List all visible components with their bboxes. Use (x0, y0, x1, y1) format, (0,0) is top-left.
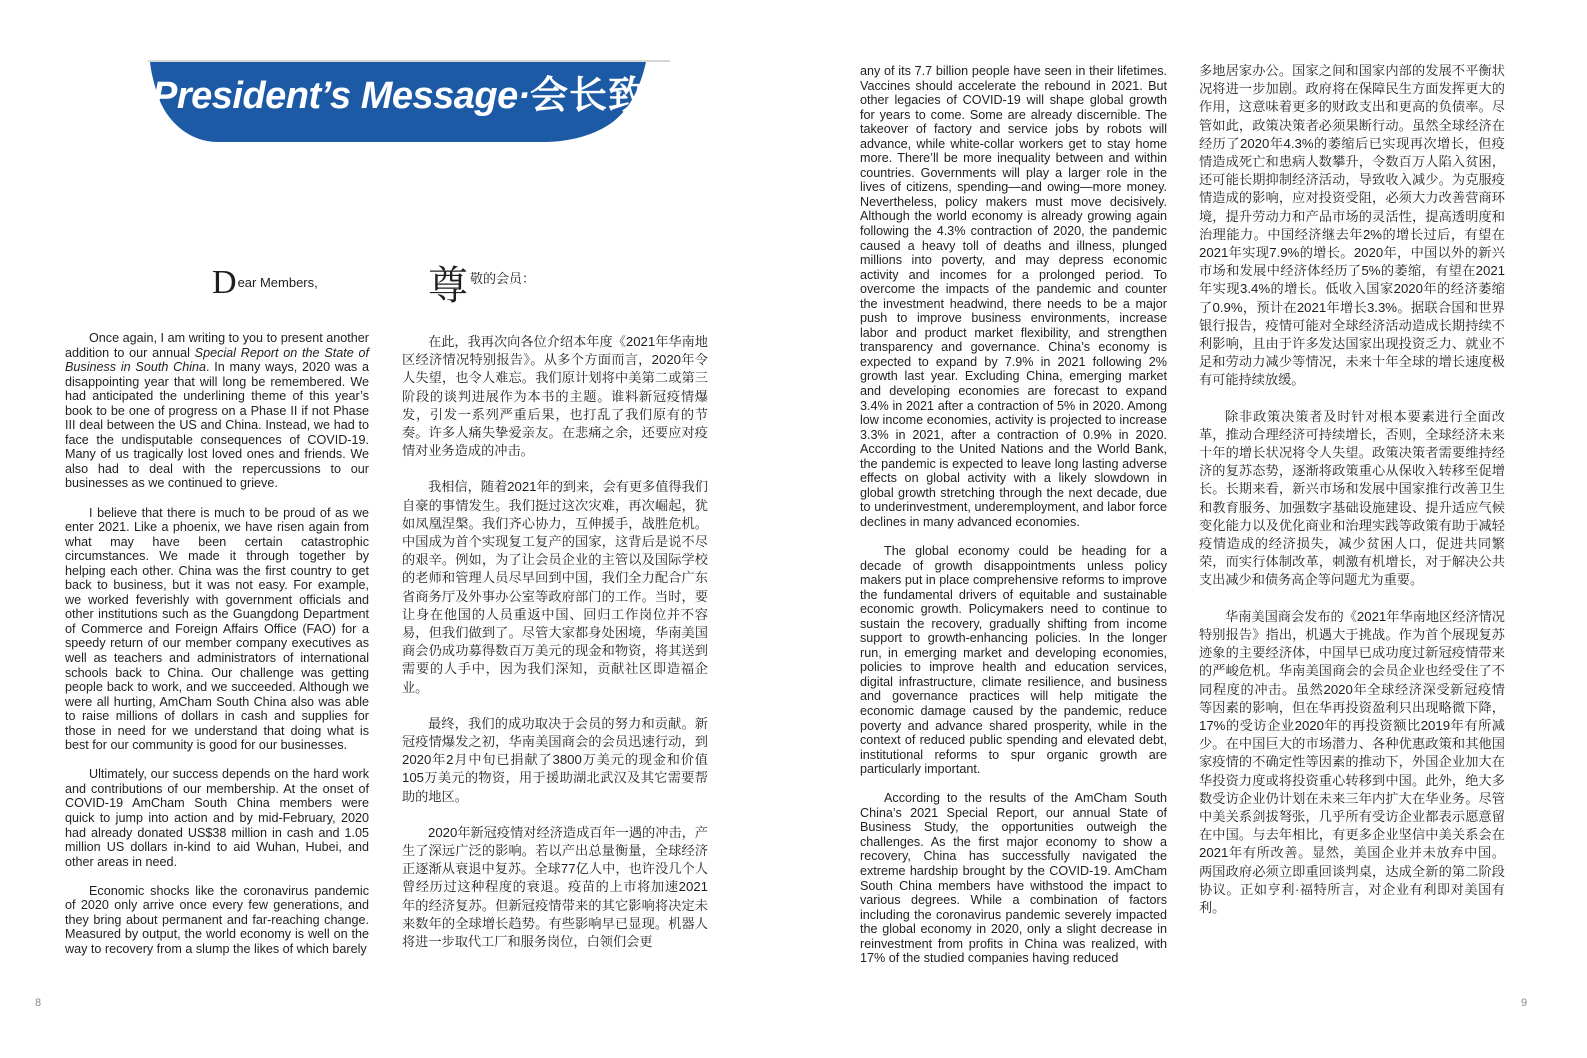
greeting-chinese-text: 敬的会员： (470, 271, 536, 286)
paragraph: Once again, I am writing to you to present another addition to our annual Special Report on the State of Business in South China. In many ways, 2020 was a disappointing year that will long be remembered. We had anticipated the underlining theme of this year’s book to be one of progress on a Phase II if not Phase III deal between the US and China. Instead, we had to face the undisputable consequences of COVID-19. Many of us tragically lost loved ones and friends. We also had to deal with the repercussions to our businesses as we continued to grieve. (65, 331, 369, 491)
paragraph: Ultimately, our success depends on the hard work and contributions of our membership. At the onset of COVID-19 AmCham South China members were quick to jump into action and by mid-February, 2020 had already donated US$38 million in cash and 1.05 million US dollars in-kind to aid Wuhan, Hubei, and other areas in need. (65, 767, 369, 869)
page-title (152, 64, 686, 119)
greeting-english (212, 266, 318, 300)
dropcap-chinese: 尊 (428, 263, 468, 309)
paragraph: 我相信，随着2021年的到来，会有更多值得我们自豪的事情发生。我们挺过这次灾难，再次崛起，犹如凤凰涅槃。我们齐心协力，互伸援手，战胜危机。中国成为首个实现复工复产的国家，这背后是说不尽的艰辛。例如，为了让会员企业的主管以及国际学校的老师和管理人员尽早回到中国，我们全力配合广东省商务厅及外事办公室等政府部门的工作。当时，要让身在他国的人员重返中国、回归工作岗位并不容易，但我们做到了。尽管大家都身处困境，华南美国商会仍成功募得数百万美元的现金和物资，将其送到需要的人手中，因为我们深知，贡献社区即造福企业。 (402, 479, 708, 695)
paragraph: According to the results of the AmCham South China’s 2021 Special Report, our annual State of Business Study, the opportunities outweigh the challenges. As the first major economy to show a recovery, China has successfully navigated the extreme hardship brought by the COVID-19. AmCham South China members have withstood the impact to various degrees. While a combination of factors including the coronavirus pandemic severely impacted the global economy in 2020, only a slight decrease in reinvestment from profits in China was realized, with 17% of the studied companies having reduced (860, 791, 1167, 966)
greeting-chinese (428, 263, 536, 309)
page-number-left: 8 (35, 997, 42, 1009)
english-column-right (860, 64, 1167, 980)
paragraph: 除非政策决策者及时针对根本要素进行全面改革，推动合理经济可持续增长，否则，全球经济未来十年的增长状况将令人失望。政策决策者需要维持经济的复苏态势，逐渐将政策重心从保收入转移至促增长。长期来看，新兴市场和发展中国家推行改善卫生和教育服务、加强数字基础设施建设、提升适应气候变化能力以及优化商业和治理实践等政策有助于减轻疫情造成的经济损失，减少贫困人口，促进共同繁荣，而实行体制改革，刺激有机增长，对于解决公共支出减少和债务高企等问题尤为重要。 (1199, 408, 1505, 588)
title-separator: · (517, 75, 530, 117)
chinese-column-left (402, 333, 708, 969)
english-column-left (65, 331, 369, 971)
paragraph: I believe that there is much to be proud of as we enter 2021. Like a phoenix, we have risen again from what may have been certain catastrophic circumstances. We made it through together by helping each other. China was the first country to get back to business, but it was not easy. For example, we worked feverishly with government officials and other institutions such as the Guangdong Department of Commerce and Foreign Affairs Office (FAO) for a speedy return of our member company executives as well as teachers and administrators of international schools back to China. Our challenge was getting people back to work, and we succeeded. Although we were all hurting, AmCham South China also was able to raise millions of dollars in cash and supplies for those in need for we understand that doing what is best for our community is good for our businesses. (65, 505, 369, 753)
paragraph: Economic shocks like the coronavirus pandemic of 2020 only arrive once every few generations, and they bring about permanent and far-reaching change. Measured by output, the world economy is well on the way to recovery from a slump the likes of which barely (65, 883, 369, 956)
paragraph: The global economy could be heading for a decade of growth disappointments unless policy makers put in place comprehensive reforms to improve the fundamental drivers of equitable and sustainable economic growth. Policymakers need to continue to sustain the recovery, gradually shifting from income support to growth-enhancing policies. In the longer run, in emerging market and developing economies, policies to improve health and education services, digital infrastructure, climate resilience, and business and governance practices will help mitigate the economic damage caused by the pandemic, reduce poverty and advance shared prosperity, while in the context of reduced public spending and elevated debt, institutional reforms to spur organic growth are particularly important. (860, 544, 1167, 777)
paragraph: 在此，我再次向各位介绍本年度《2021年华南地区经济情况特别报告》。从多个方面而言，2020年令人失望，也令人难忘。我们原计划将中美第二或第三阶段的谈判进展作为本书的主题。谁料新冠疫情爆发，引发一系列严重后果，也打乱了我们原有的节奏。许多人痛失挚爱亲友。在悲痛之余，还要应对疫情对业务造成的冲击。 (402, 334, 708, 459)
report-title-italic: Special Report on the State of Business in South China (65, 345, 369, 375)
paragraph: 多地居家办公。国家之间和国家内部的发展不平衡状况将进一步加剧。政府将在保障民生方面发挥更大的作用，这意味着更多的财政支出和更高的负债率。尽管如此，政策决策者必须果断行动。虽然全球经济在经历了2020年4.3%的萎缩后已实现再次增长，但疫情造成死亡和患病人数攀升，令数百万人陷入贫困，还可能长期抑制经济活动，导致收入减少。为克服疫情造成的影响，应对投资受阻，必须大力改善营商环境，提升劳动力和产品市场的灵活性，提高透明度和治理能力。中国经济继去年2%的增长过后，有望在2021年实现7.9%的增长。2020年，中国以外的新兴市场和发展中经济体经历了5%的萎缩，有望在2021年实现3.4%的增长。低收入国家2020年的经济萎缩了0.9%，预计在2021年增长3.3%。据联合国和世界银行报告，疫情可能对全球经济活动造成长期持续不利影响，且由于许多发达国家出现投资乏力、就业不足和劳动力减少等情况，未来十年全球的增长速度极有可能持续放缓。 (1199, 63, 1505, 388)
paragraph: 2020年新冠疫情对经济造成百年一遇的冲击，产生了深远广泛的影响。若以产出总量衡量，全球经济正逐渐从衰退中复苏。全球77亿人中，也许没几个人曾经历过这种程度的衰退。疫苗的上市将加速2021年的经济复苏。但新冠疫情带来的其它影响将决定未来数年的全球增长趋势。有些影响早已显现。机器人将进一步取代工厂和服务岗位，白领们会更 (402, 824, 708, 950)
paragraph: any of its 7.7 billion people have seen in their lifetimes. Vaccines should accelerate the rebound in 2021. But other legacies of COVID-19 will shape global growth for years to come. Some are already discernible. The takeover of factory and service jobs by robots will advance, while white-collar workers get to stay home more. There’ll be more inequality between and within countries. Governments will play a larger role in the lives of citizens, spending—and owing—more money. Nevertheless, policy makers must move decisively. Although the world economy is already growing again following the 4.3% contraction of 2020, the pandemic caused a heavy toll of deaths and illness, plunged millions into poverty, and may depress economic activity and incomes for a prolonged period. To overcome the impacts of the pandemic and counter the investment headwind, there needs to be a major push to improve business environments, increase labor and product market flexibility, and strengthen transparency and governance. China’s economy is expected to expand by 7.9% in 2021 following 2% growth last year. Excluding China, emerging market and developing economies are forecast to expand 3.4% in 2021 after a contraction of 5% in 2020. Among low income economies, activity is projected to increase 3.3% in 2021, after a contraction of 0.9% in 2020. According to the United Nations and the World Bank, the pandemic is expected to leave long lasting adverse effects on global activity with a likely slowdown in global growth stretching through the next decade, due to underinvestment, underemployment, and labor force declines in many advanced economies. (860, 64, 1167, 529)
dropcap-english: D (212, 264, 237, 301)
paragraph: 最终，我们的成功取决于会员的努力和贡献。新冠疫情爆发之初，华南美国商会的会员迅速行动，到2020年2月中旬已捐献了3800万美元的现金和价值105万美元的物资，用于援助湖北武汉及其它需要帮助的地区。 (402, 715, 708, 804)
title-chinese: 会长致辞 (529, 75, 686, 117)
greeting-english-text: ear Members, (237, 275, 318, 290)
paragraph: 华南美国商会发布的《2021年华南地区经济情况特别报告》指出，机遇大于挑战。作为首个展现复苏迹象的主要经济体，中国早已成功度过新冠疫情带来的严峻危机。华南美国商会的会员企业也经受住了不同程度的冲击。虽然2020年全球经济深受新冠疫情等因素的影响，但在华再投资盈利只出现略微下降，17%的受访企业2020年的再投资额比2019年有所减少。在中国巨大的市场潜力、各种优惠政策和其他国家疫情的不确定性等因素的推动下，外国企业加大在华投资力度或将投资重心转移到中国。此外，绝大多数受访企业仍计划在未来三年内扩大在华业务。尽管中美关系剑拔弩张，几乎所有受访企业都表示愿意留在中国。与去年相比，有更多企业坚信中美关系会在2021年有所改善。显然，美国企业并未放弃中国。两国政府必须立即重回谈判桌，达成全新的第二阶段协议。正如亨利·福特所言，对企业有利即对美国有利。 (1199, 608, 1505, 915)
title-english: President’s Message (152, 75, 518, 117)
chinese-column-right (1199, 62, 1505, 935)
page-number-right: 9 (1521, 997, 1528, 1009)
